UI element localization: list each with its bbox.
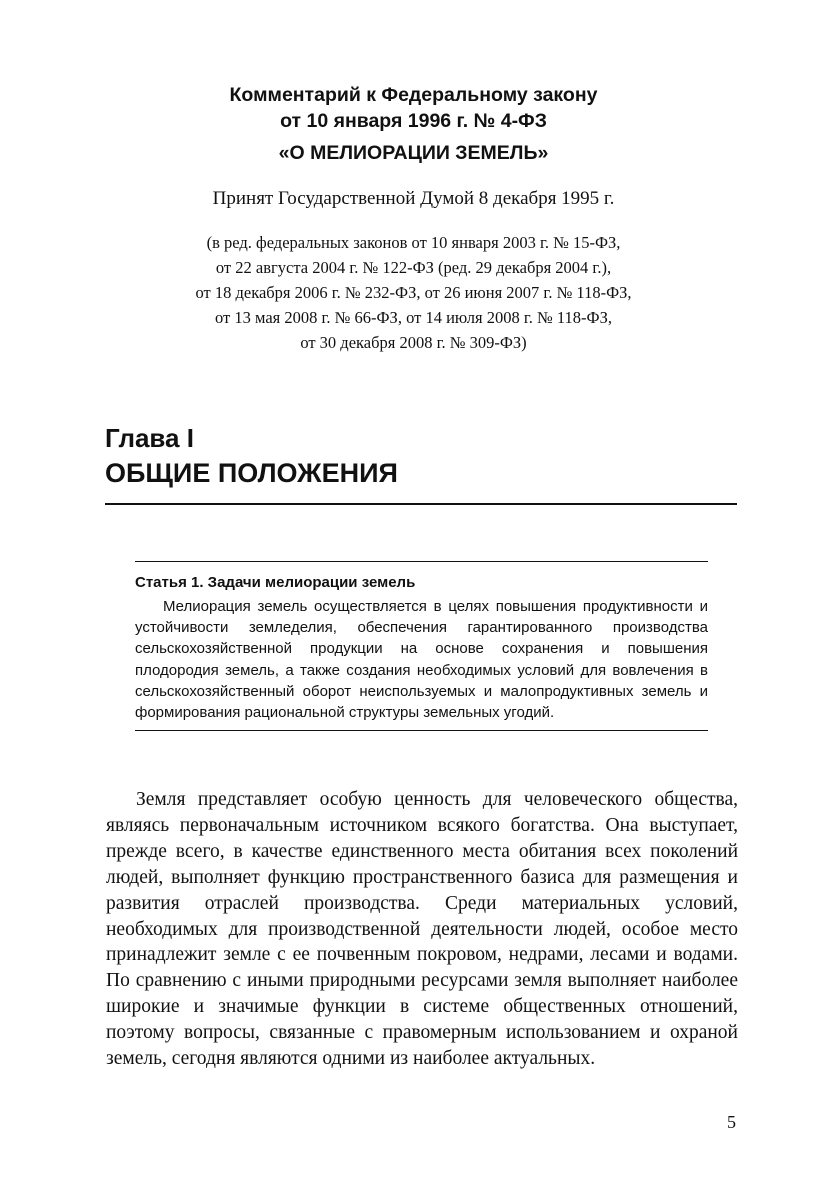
chapter-number: Глава I (105, 423, 194, 453)
amendments-list (0, 230, 827, 355)
article-box (135, 561, 708, 731)
adoption-note: Принят Государственной Думой 8 декабря 1995 г. (212, 188, 615, 209)
law-title-line-3: «О МЕЛИОРАЦИИ ЗЕМЕЛЬ» (278, 142, 549, 164)
amendment-line: (в ред. федеральных законов от 10 января 2003 г. № 15-ФЗ, (206, 233, 621, 252)
amendment-line: от 30 декабря 2008 г. № 309-ФЗ) (300, 333, 527, 352)
article-bottom-rule (135, 730, 708, 731)
chapter-heading (105, 421, 737, 505)
law-title-line-2: от 10 января 1996 г. № 4-ФЗ (280, 110, 547, 132)
document-header (0, 82, 827, 355)
law-title-line-1: Комментарий к Федеральному закону (229, 84, 598, 106)
amendment-line: от 22 августа 2004 г. № 122-ФЗ (ред. 29 декабря 2004 г.), (215, 258, 612, 277)
commentary-paragraph: Земля представляет особую ценность для человеческого общества, являясь первоначальным источником всякого богатства. Она выступает, прежде всего, в качестве единственного места обитания всех поколений людей, выполняет функцию пространственного базиса для размещения и развития отраслей производства. Среди материальных условий, необходимых для производственной деятельности людей, особое место принадлежит земле с ее почвенным покровом, недрами, лесами и водами. По сравнению с иными природными ресурсами земля выполняет наиболее широкие и значимые функции в системе общественных отношений, поэтому вопросы, связанные с правомерным использованием и охраной земель, сегодня являются одними из наиболее актуальных. (106, 789, 738, 1070)
chapter-divider (105, 503, 737, 505)
chapter-title: ОБЩИЕ ПОЛОЖЕНИЯ (105, 458, 398, 488)
page-number: 5 (727, 1112, 736, 1132)
article-top-rule (135, 561, 708, 562)
article-title: Статья 1. Задачи мелиорации земель (135, 574, 416, 591)
amendment-line: от 18 декабря 2006 г. № 232-ФЗ, от 26 июня 2007 г. № 118-ФЗ, (195, 283, 632, 302)
amendment-line: от 13 мая 2008 г. № 66-ФЗ, от 14 июля 2008 г. № 118-ФЗ, (215, 308, 612, 327)
article-text: Мелиорация земель осуществляется в целях повышения продуктивности и устойчивости земледелия, обеспечения гарантированного производства сельскохозяйственной продукции на основе сохранения и повышения плодородия земель, а также создания необходимых условий для вовлечения в сельскохозяйственный оборот неиспользуемых и малопродуктивных земель и формирования рациональной структуры земельных угодий. (135, 598, 708, 722)
